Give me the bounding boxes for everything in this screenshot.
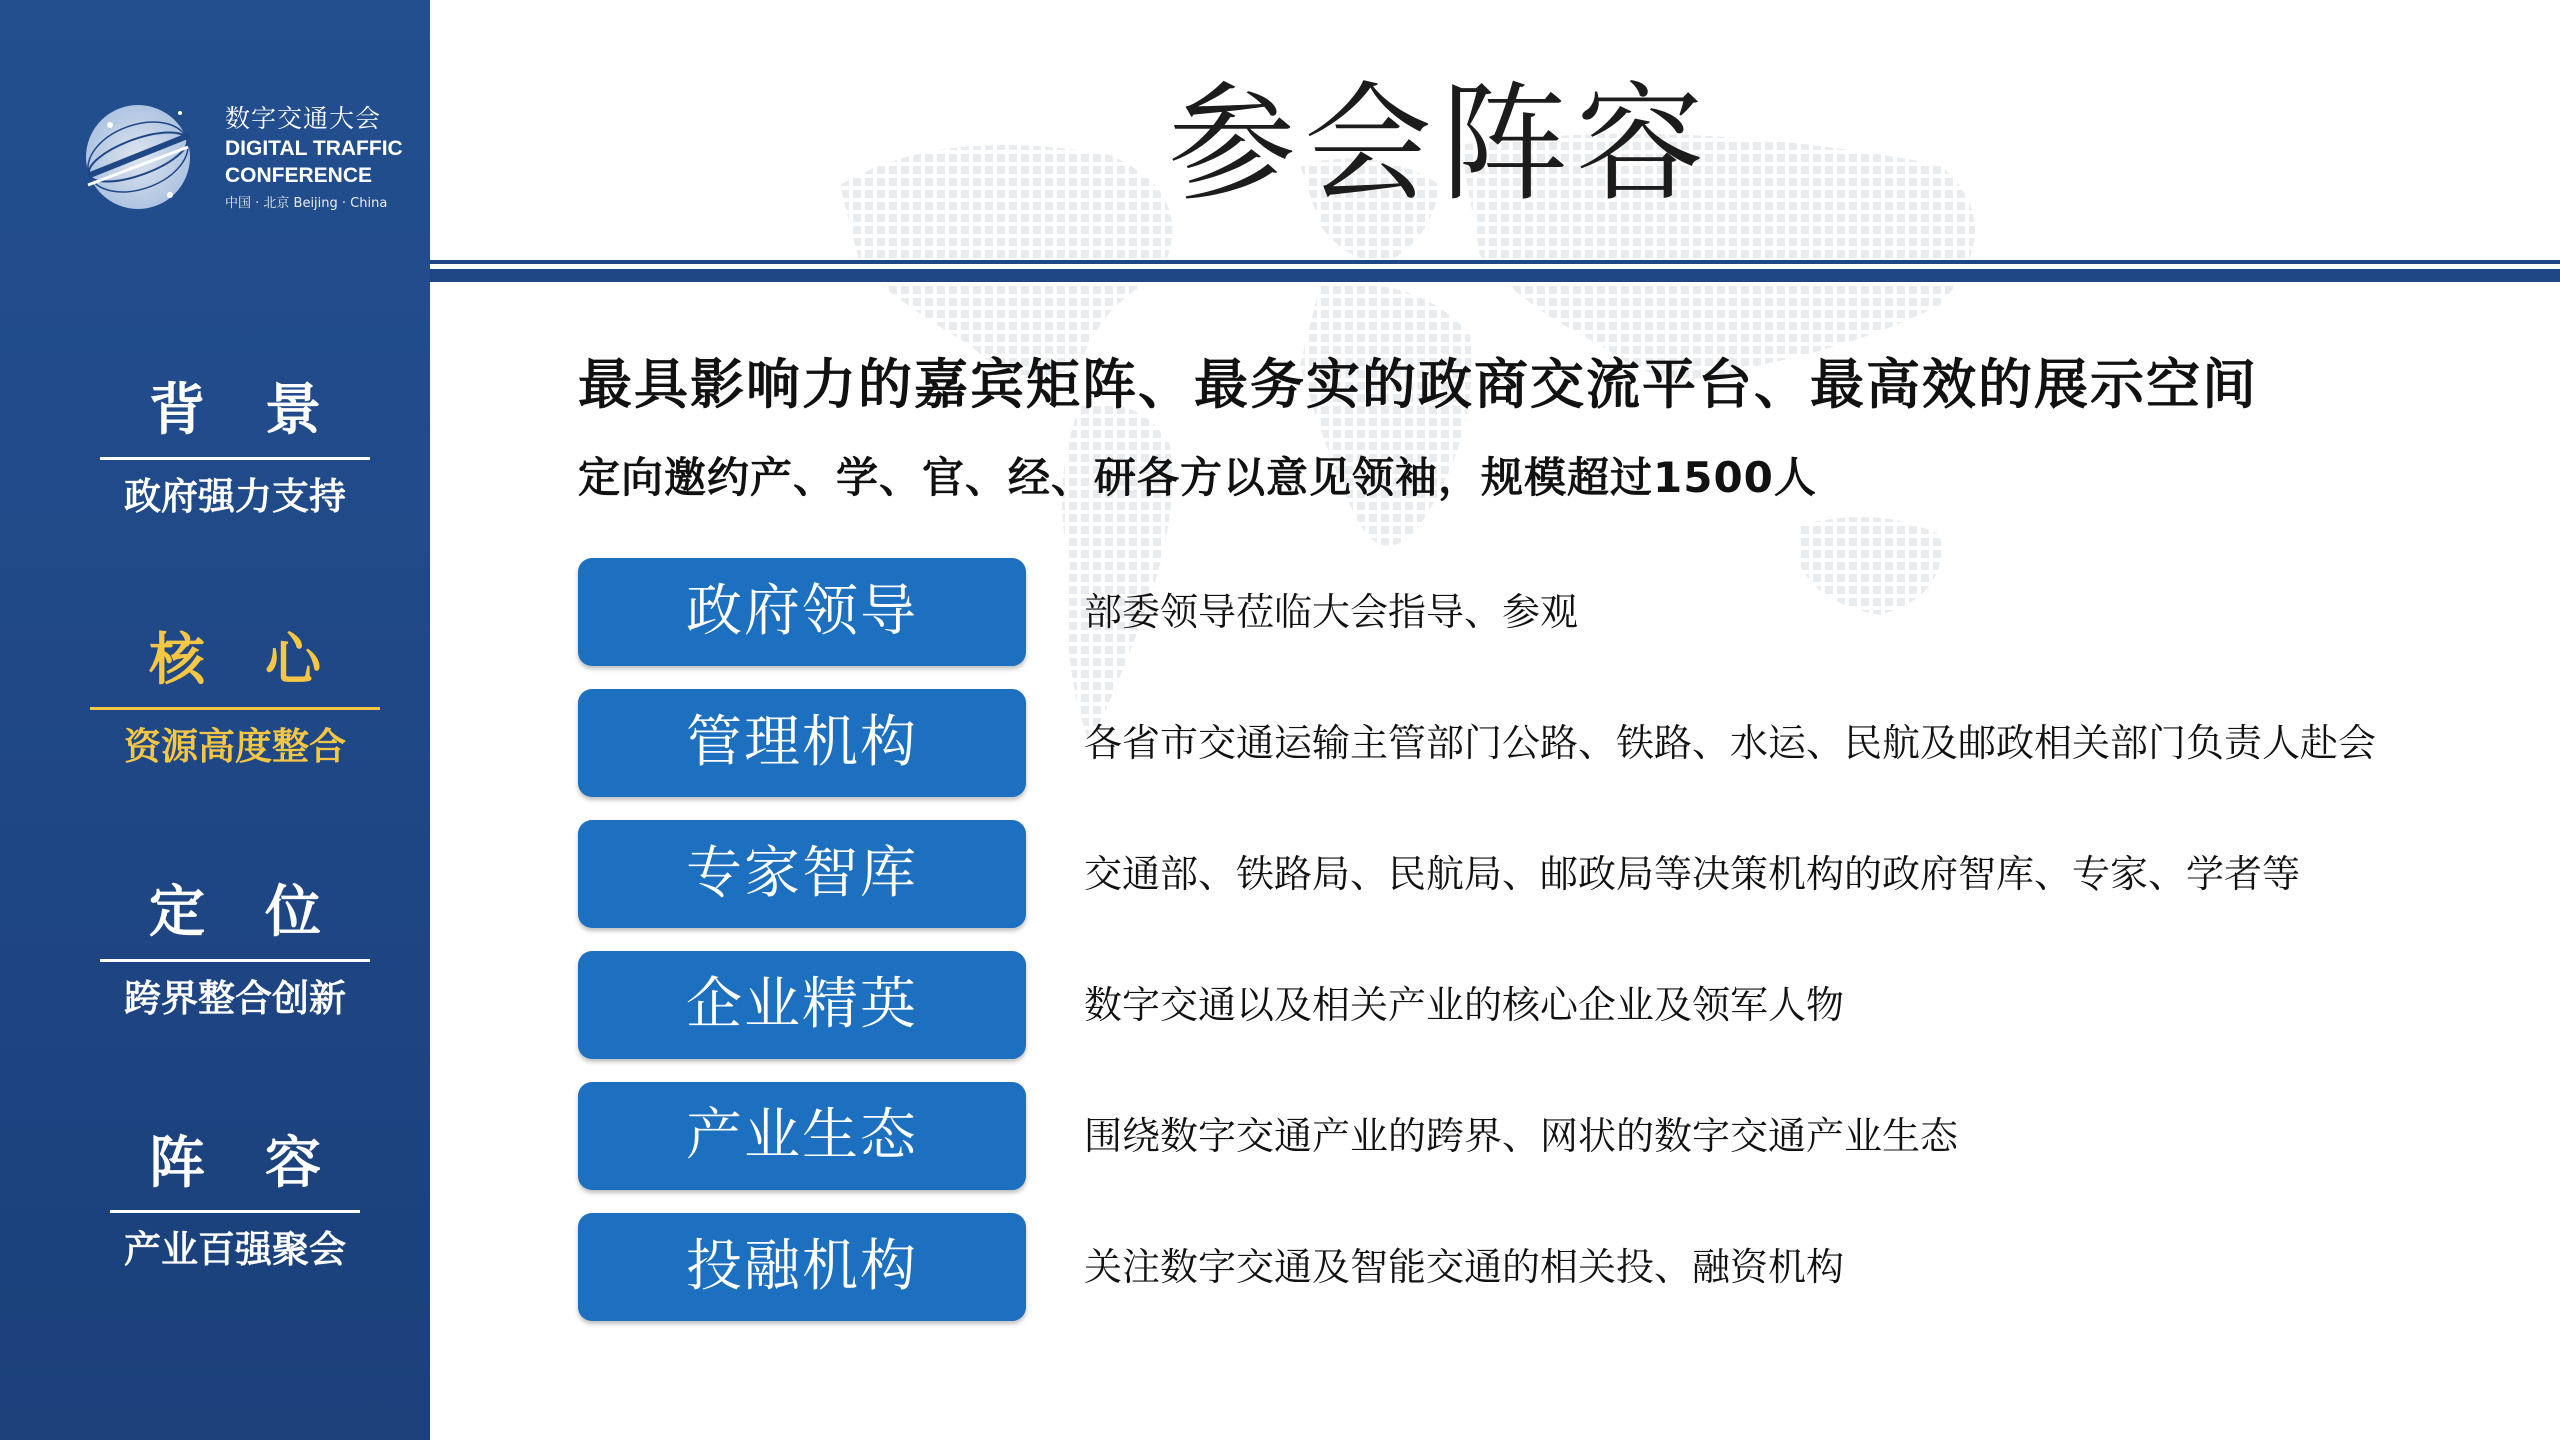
category-button-management-agencies[interactable]: 管理机构 — [578, 689, 1026, 797]
subheadline: 定向邀约产、学、官、经、研各方以意见领袖，规模超过1500人 — [578, 453, 1817, 502]
logo-text — [225, 103, 403, 215]
sidebar — [0, 0, 430, 1440]
sidebar-item-positioning[interactable] — [90, 877, 380, 1024]
category-button-enterprise-elites[interactable]: 企业精英 — [578, 951, 1026, 1059]
attendee-list — [578, 558, 2518, 1344]
sidebar-item-divider — [100, 457, 370, 460]
sidebar-item-subtitle: 跨界整合创新 — [124, 977, 346, 1020]
title-divider-gap — [430, 264, 2560, 269]
sidebar-item-title: 核心 — [149, 628, 381, 693]
sidebar-item-subtitle: 资源高度整合 — [124, 725, 346, 768]
sidebar-item-core[interactable] — [90, 625, 380, 772]
sidebar-item-title: 背景 — [149, 378, 381, 443]
sidebar-item-background[interactable] — [90, 375, 380, 522]
category-description: 数字交通以及相关产业的核心企业及领军人物 — [1084, 983, 1845, 1027]
sidebar-item-divider — [90, 707, 380, 710]
headline: 最具影响力的嘉宾矩阵、最务实的政商交流平台、最高效的展示空间 — [578, 353, 2258, 416]
conference-logo — [70, 85, 410, 235]
globe-logo-icon — [70, 85, 220, 225]
sidebar-item-lineup[interactable] — [90, 1128, 380, 1275]
sidebar-item-subtitle: 政府强力支持 — [124, 475, 346, 518]
list-item — [578, 689, 2518, 799]
category-button-investment-institutions[interactable]: 投融机构 — [578, 1213, 1026, 1321]
sidebar-item-title: 阵容 — [149, 1131, 381, 1196]
category-button-industry-ecosystem[interactable]: 产业生态 — [578, 1082, 1026, 1190]
category-description: 交通部、铁路局、民航局、邮政局等决策机构的政府智库、专家、学者等 — [1084, 852, 2301, 896]
list-item — [578, 558, 2518, 668]
list-item — [578, 1213, 2518, 1323]
category-description: 各省市交通运输主管部门公路、铁路、水运、民航及邮政相关部门负责人赴会 — [1084, 721, 2377, 765]
sidebar-item-subtitle: 产业百强聚会 — [124, 1228, 346, 1271]
category-description: 围绕数字交通产业的跨界、网状的数字交通产业生态 — [1084, 1114, 1959, 1158]
category-button-government-leaders[interactable]: 政府领导 — [578, 558, 1026, 666]
page-title: 参会阵容 — [1167, 70, 1712, 219]
list-item — [578, 820, 2518, 930]
category-description: 关注数字交通及智能交通的相关投、融资机构 — [1084, 1245, 1845, 1289]
sidebar-item-title: 定位 — [149, 880, 381, 945]
list-item — [578, 951, 2518, 1061]
category-button-expert-think-tanks[interactable]: 专家智库 — [578, 820, 1026, 928]
sidebar-item-divider — [100, 959, 370, 962]
list-item — [578, 1082, 2518, 1192]
logo-english-line-2: CONFERENCE — [225, 164, 373, 187]
sidebar-item-divider — [110, 1210, 360, 1213]
logo-chinese-name: 数字交通大会 — [225, 104, 382, 133]
logo-location: 中国 · 北京 Beijing · China — [225, 196, 388, 211]
logo-english-line-1: DIGITAL TRAFFIC — [225, 137, 403, 160]
category-description: 部委领导莅临大会指导、参观 — [1084, 590, 1579, 634]
